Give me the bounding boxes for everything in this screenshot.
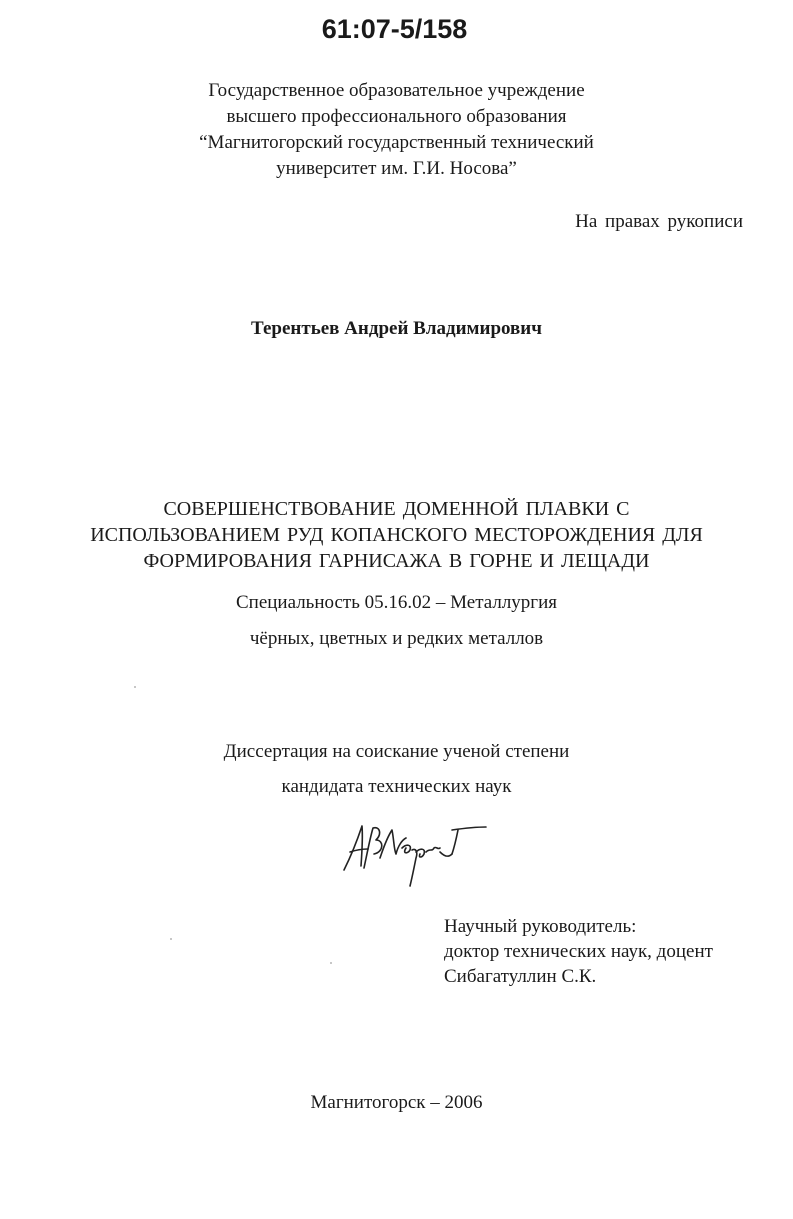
institution-line: университет им. Г.И. Носова” xyxy=(276,158,517,179)
handwritten-signature xyxy=(340,818,490,890)
specialty-line: чёрных, цветных и редких металлов xyxy=(249,628,544,649)
institution-line: “Магнитогорский государственный технический xyxy=(199,132,594,153)
dissertation-title xyxy=(0,496,793,574)
title-line: ФОРМИРОВАНИЯ ГАРНИСАЖА В ГОРНЕ И ЛЕЩАДИ xyxy=(143,550,650,572)
supervisor-line: Научный руководитель: xyxy=(444,916,637,937)
degree-line: кандидата технических наук xyxy=(281,776,512,797)
title-line: СОВЕРШЕНСТВОВАНИЕ ДОМЕННОЙ ПЛАВКИ С xyxy=(163,498,630,520)
scan-speck xyxy=(330,962,332,964)
institution-line: Государственное образовательное учреждение xyxy=(208,80,585,101)
supervisor-line: доктор технических наук, доцент xyxy=(444,941,713,962)
catalog-number: 61:07-5/158 xyxy=(321,14,468,44)
degree-line: Диссертация на соискание ученой степени xyxy=(223,741,570,762)
scan-speck xyxy=(170,938,172,940)
manuscript-note: На правах рукописи xyxy=(575,211,743,232)
city-year: Магнитогорск – 2006 xyxy=(310,1092,483,1113)
title-line: ИСПОЛЬЗОВАНИЕМ РУД КОПАНСКОГО МЕСТОРОЖДЕНИЯ ДЛЯ xyxy=(90,524,703,546)
supervisor-line: Сибагатуллин С.К. xyxy=(444,966,597,987)
institution-block xyxy=(0,78,793,182)
specialty-line: Специальность 05.16.02 – Металлургия xyxy=(235,592,558,613)
author-name: Терентьев Андрей Владимирович xyxy=(251,318,542,339)
scan-speck xyxy=(134,686,136,688)
institution-line: высшего профессионального образования xyxy=(226,106,567,127)
supervisor-block xyxy=(444,914,713,989)
